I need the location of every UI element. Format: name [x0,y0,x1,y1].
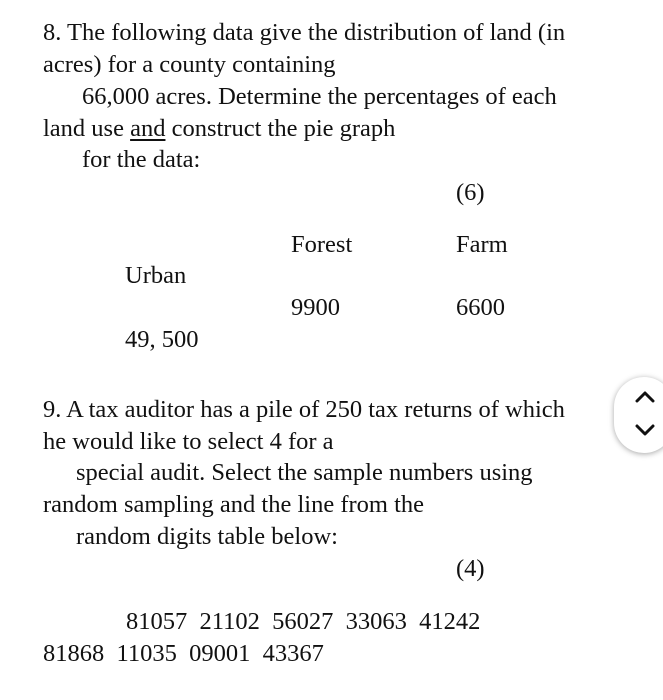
q9-line4: random sampling and the line from the [43,491,425,518]
q8-line3: 66,000 acres. Determine the percentages of each [82,83,557,110]
random-digits-line1: 81057 21102 56027 33063 41242 [126,608,481,635]
q9-marks: (4) [456,555,485,582]
urban-label: Urban [125,262,187,289]
q8-line4-underlined: and [130,115,166,142]
scroll-nav-control[interactable] [614,377,663,453]
q9-line3: special audit. Select the sample numbers using [76,459,533,486]
q8-marks: (6) [456,179,485,206]
random-digits-line2: 81868 11035 09001 43367 [43,640,324,667]
farm-value: 6600 [456,294,505,321]
q8-line2: acres) for a county containing [43,51,336,78]
q8-line5: for the data: [82,146,201,173]
chevron-down-icon[interactable] [634,423,656,437]
farm-header: Farm [456,231,508,258]
q8-line4-pre: land use [43,115,131,142]
q9-line5: random digits table below: [76,523,338,550]
q8-line4 [43,117,395,142]
q9-line1: 9. A tax auditor has a pile of 250 tax returns of which [43,396,565,423]
forest-value: 9900 [291,294,340,321]
q8-line1: 8. The following data give the distribution of land (in [43,19,566,46]
urban-value: 49, 500 [125,326,199,353]
q8-line4-post: construct the pie graph [165,115,396,142]
forest-header: Forest [291,231,353,258]
q9-line2: he would like to select 4 for a [43,428,334,455]
chevron-up-icon[interactable] [634,390,656,404]
